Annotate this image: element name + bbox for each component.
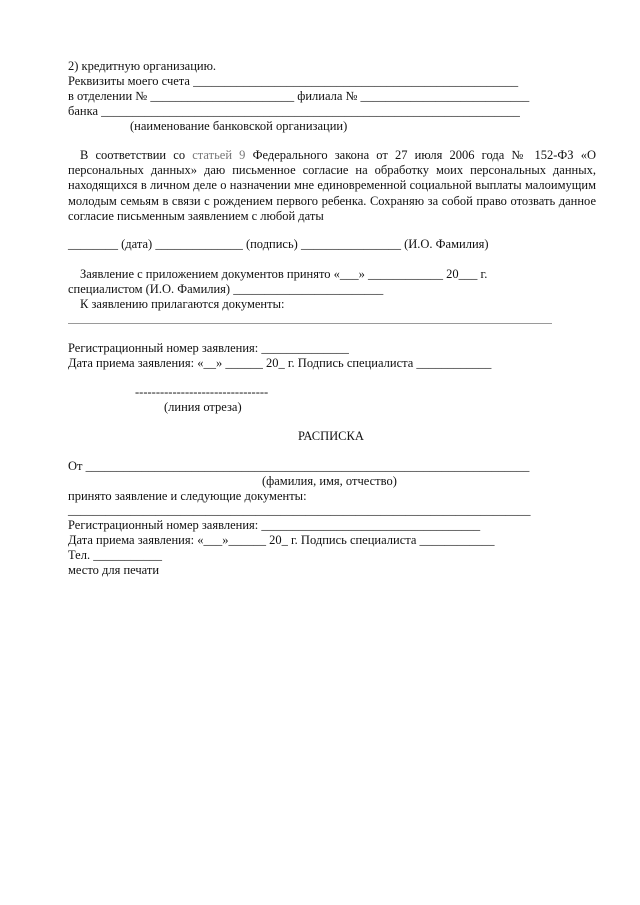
receipt-name-caption: (фамилия, имя, отчество) xyxy=(262,474,397,488)
specialist-line: специалистом (И.О. Фамилия) ________________________ xyxy=(68,282,384,296)
consent-text-start: В соответствии со xyxy=(80,148,193,162)
receipt-title: РАСПИСКА xyxy=(298,429,364,443)
cut-line-caption: (линия отреза) xyxy=(164,400,242,414)
receipt-registration-date: Дата приема заявления: «___»______ 20_ г. Подпись специалиста ____________ xyxy=(68,533,495,547)
law-article-link: статьей 9 xyxy=(192,148,246,162)
receipt-accepted-line: принято заявление и следующие документы: xyxy=(68,489,307,503)
cut-line: -------------------------------- xyxy=(135,385,269,399)
receipt-from-field: От _______________________________________________________________________ xyxy=(68,459,530,473)
registration-number-line: Регистрационный номер заявления: ______________ xyxy=(68,341,349,355)
bank-field: банка ___________________________________________________________________ xyxy=(68,104,520,118)
receipt-phone-field: Тел. ___________ xyxy=(68,548,162,562)
acceptance-line: Заявление с приложением документов принято «___» ____________ 20___ г. xyxy=(80,267,488,281)
bank-name-caption: (наименование банковской организации) xyxy=(130,119,348,133)
attached-documents-rule xyxy=(68,323,552,324)
stamp-place-label: место для печати xyxy=(68,563,160,577)
consent-paragraph xyxy=(68,148,596,224)
branch-field: в отделении № _______________________ филиала № ___________________________ xyxy=(68,89,530,103)
credit-organization-line: 2) кредитную организацию. xyxy=(68,59,217,73)
consent-text-end: Федерального закона от 27 июля 2006 года № 152-ФЗ «О персональных данных» даю письменное согласие на обработку моих персональных данных, находящихся в личном деле о назначении мне единовременной социальной выплаты малоимущим молодым семьям в связи с рождением первого ребенка. Сохраняю за собой право отозвать данное согласие письменным заявлением с любой даты xyxy=(68,148,596,223)
receipt-registration-number: Регистрационный номер заявления: ___________________________________ xyxy=(68,518,481,532)
attached-documents-label: К заявлению прилагаются документы: xyxy=(80,297,285,311)
registration-date-line: Дата приема заявления: «__» ______ 20_ г. Подпись специалиста ____________ xyxy=(68,356,492,370)
account-details-field: Реквизиты моего счета ____________________________________________________ xyxy=(68,74,519,88)
receipt-documents-blank: __________________________________________________________________________ xyxy=(68,503,531,517)
signature-line: ________ (дата) ______________ (подпись) ________________ (И.О. Фамилия) xyxy=(68,237,489,251)
